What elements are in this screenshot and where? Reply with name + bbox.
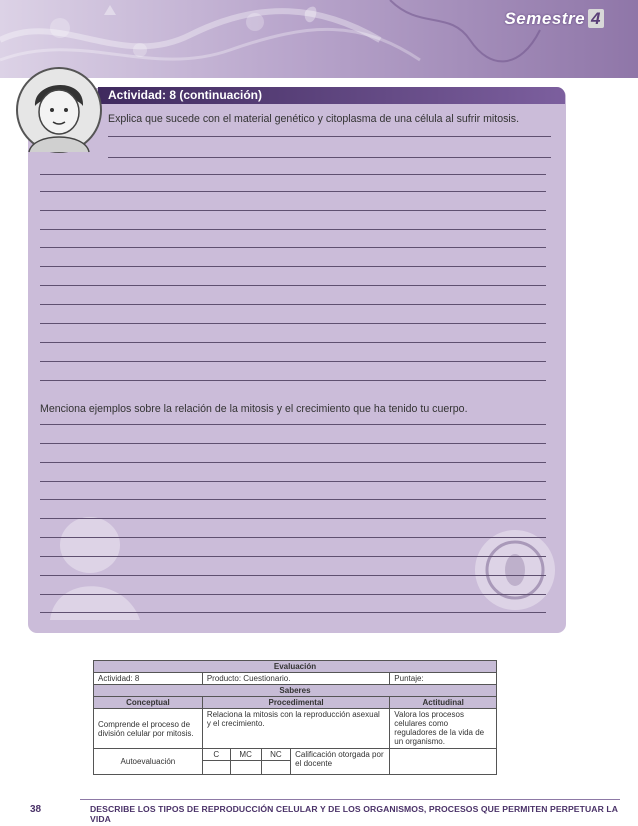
answer-line[interactable] (40, 481, 546, 482)
answer-line[interactable] (40, 361, 546, 362)
answer-line[interactable] (40, 229, 546, 230)
col-nc: NC (261, 749, 290, 761)
attitudinal-text: Valora los procesos celulares como reguladores de la vida de un organismo. (390, 709, 497, 749)
student-avatar-icon (15, 66, 103, 154)
semester-number: 4 (588, 9, 604, 28)
evaluation-activity: Actividad: 8 (94, 673, 203, 685)
answer-line[interactable] (108, 136, 551, 137)
page-number: 38 (30, 804, 42, 815)
teacher-grade-label: Calificación otorgada por el docente (291, 749, 390, 775)
knowledge-header: Saberes (94, 685, 497, 697)
knowledge-row (94, 685, 497, 697)
conceptual-text: Comprende el proceso de división celular por mitosis. (94, 709, 203, 749)
attitudinal-header: Actitudinal (390, 697, 497, 709)
answer-line[interactable] (40, 323, 546, 324)
answer-line[interactable] (40, 285, 546, 286)
answer-line[interactable] (40, 499, 546, 500)
knowledge-types-row (94, 697, 497, 709)
evaluation-table (93, 660, 497, 775)
answer-line[interactable] (40, 537, 546, 538)
self-eval-header-row (94, 749, 497, 761)
self-eval-label: Autoevaluación (94, 749, 203, 775)
evaluation-info-row (94, 673, 497, 685)
answer-line[interactable] (40, 612, 546, 613)
ghost-person-icon (40, 505, 150, 620)
activity-title: Actividad: 8 (continuación) (108, 88, 263, 102)
question-1: Explica que sucede con el material genético y citoplasma de una célula al sufrir mitosis. (108, 113, 520, 125)
conceptual-header: Conceptual (94, 697, 203, 709)
answer-line[interactable] (40, 304, 546, 305)
procedural-header: Procedimental (202, 697, 389, 709)
answer-line[interactable] (40, 518, 546, 519)
answer-line[interactable] (40, 191, 546, 192)
evaluation-score[interactable]: Puntaje: (390, 673, 497, 685)
question-2: Menciona ejemplos sobre la relación de la mitosis y el crecimiento que ha tenido tu cuerpo. (40, 403, 468, 415)
evaluation-product: Producto: Cuestionario. (202, 673, 389, 685)
footer-divider (80, 799, 620, 800)
col-c: C (202, 749, 230, 761)
answer-line[interactable] (108, 157, 551, 158)
answer-line[interactable] (40, 424, 546, 425)
knowledge-content-row (94, 709, 497, 749)
teacher-grade-cell[interactable] (390, 749, 497, 775)
answer-line[interactable] (40, 556, 546, 557)
answer-line[interactable] (40, 174, 546, 175)
answer-line[interactable] (40, 380, 546, 381)
ghost-embryo-icon (470, 520, 560, 620)
answer-line[interactable] (40, 462, 546, 463)
box-nc[interactable] (261, 761, 290, 775)
box-c[interactable] (202, 761, 230, 775)
answer-line[interactable] (40, 210, 546, 211)
semester-label: Semestre 4 (504, 9, 604, 29)
answer-line[interactable] (40, 575, 546, 576)
evaluation-title-row (94, 661, 497, 673)
answer-line[interactable] (40, 342, 546, 343)
box-mc[interactable] (230, 761, 261, 775)
answer-line[interactable] (40, 266, 546, 267)
answer-line[interactable] (40, 247, 546, 248)
procedural-text: Relaciona la mitosis con la reproducción asexual y el crecimiento. (202, 709, 389, 749)
footer-title: DESCRIBE LOS TIPOS DE REPRODUCCIÓN CELULAR Y DE LOS ORGANISMOS, PROCESOS QUE PERMITEN PERPETUAR LA VIDA (90, 804, 618, 824)
answer-line[interactable] (40, 594, 546, 595)
answer-line[interactable] (40, 443, 546, 444)
evaluation-title: Evaluación (94, 661, 497, 673)
col-mc: MC (230, 749, 261, 761)
